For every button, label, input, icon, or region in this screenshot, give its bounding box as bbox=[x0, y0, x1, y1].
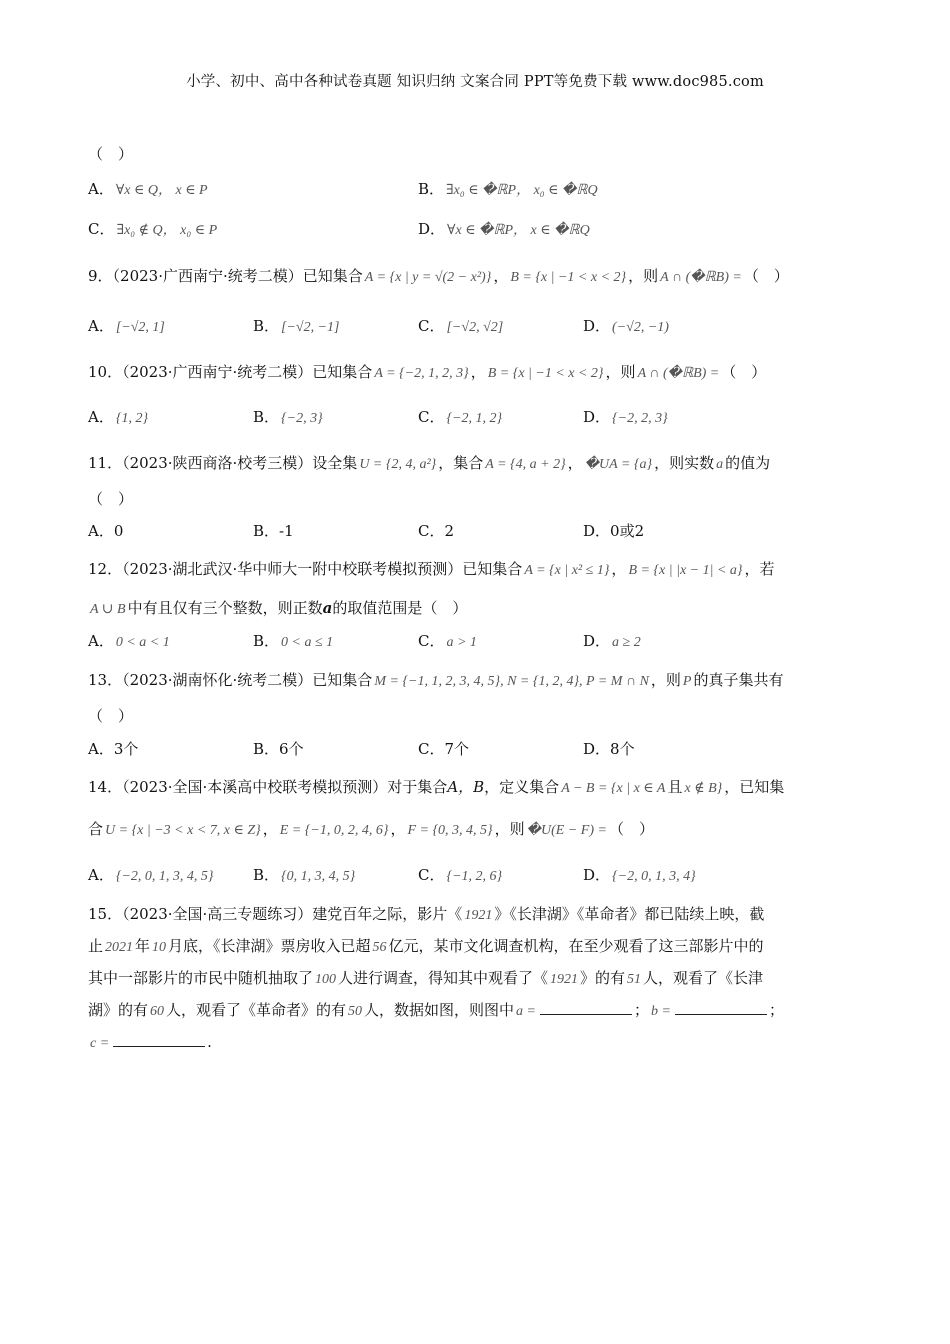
q11-option-b: B．-1 bbox=[253, 522, 294, 540]
q11-paren: （ ） bbox=[88, 490, 134, 508]
q9-option-a: A． [−√2, 1] bbox=[88, 317, 165, 335]
q10-option-d: D． {−2, 2, 3} bbox=[583, 408, 668, 426]
q13-paren: （ ） bbox=[88, 707, 134, 725]
q8-option-a: A． ∀x ∈ Q， x ∈ P bbox=[88, 180, 208, 198]
q10-option-a: A． {1, 2} bbox=[88, 408, 149, 426]
q9-option-b: B． [−√2, −1] bbox=[253, 317, 340, 335]
q13-stem: 13．（2023·湖南怀化·统考二模）已知集合 M = {−1, 1, 2, 3, 4, 5}, N = {1, 2, 4}, P = M ∩ N ，则 P 的真子集共有 bbox=[88, 671, 784, 689]
q12-stem-line2: A ∪ B 中有且仅有三个整数，则正数a的取值范围是（ ） bbox=[90, 599, 468, 617]
q14-option-a: A． {−2, 0, 1, 3, 4, 5} bbox=[88, 866, 214, 884]
q14-option-c: C． {−1, 2, 6} bbox=[418, 866, 503, 884]
q11-option-a: A．0 bbox=[88, 522, 124, 540]
q10-stem: 10．（2023·广西南宁·统考二模）已知集合 A = {−2, 1, 2, 3} ， B = {x | −1 < x < 2} ，则 A ∩ (�ℝB) = （ ） bbox=[88, 363, 767, 381]
q14-option-d: D． {−2, 0, 1, 3, 4} bbox=[583, 866, 696, 884]
q13-option-a: A．3个 bbox=[88, 740, 139, 758]
q13-option-c: C．7个 bbox=[418, 740, 470, 758]
q13-option-b: B．6个 bbox=[253, 740, 304, 758]
q15-line4: 湖》的有 60 人，观看了《革命者》的有 50 人，数据如图，则图中 a = ； b = ； bbox=[88, 998, 784, 1022]
q11-stem: 11．（2023·陕西商洛·校考三模）设全集 U = {2, 4, a²} ，集合 A = {4, a + 2} ， �UA = {a} ，则实数 a 的值为 bbox=[88, 454, 771, 472]
q11-option-c: C．2 bbox=[418, 522, 455, 540]
q14-stem-line1: 14．（2023·全国·本溪高中校联考模拟预测）对于集合A，B，定义集合 A − B = {x | x ∈ A 且 x ∉ B} ，已知集 bbox=[88, 778, 785, 796]
q11-option-d: D．0或2 bbox=[583, 522, 645, 540]
q15-line2: 止 2021 年 10 月底，《长津湖》票房收入已超 56 亿元，某市文化调查机构，在至少观看了这三部影片中的 bbox=[88, 937, 764, 955]
q15-line5: c = . bbox=[88, 1030, 212, 1054]
q15-line1: 15．（2023·全国·高三专题练习）建党百年之际，影片《 1921 》《长津湖》《革命者》都已陆续上映，截 bbox=[88, 905, 765, 923]
q9-stem: 9．（2023·广西南宁·统考二模）已知集合 A = {x | y = √(2 − x²)} ， B = {x | −1 < x < 2} ，则 A ∩ (�ℝB) = （ ） bbox=[88, 267, 789, 285]
q9-option-d: D． (−√2, −1) bbox=[583, 317, 669, 335]
page-header: 小学、初中、高中各种试卷真题 知识归纳 文案合同 PPT等免费下载 www.doc985.com bbox=[186, 74, 764, 90]
q8-option-c: C． ∃x₀ ∉ Q， x₀ ∈ P bbox=[88, 220, 218, 238]
q10-option-b: B． {−2, 3} bbox=[253, 408, 323, 426]
q13-option-d: D．8个 bbox=[583, 740, 635, 758]
q15-line3: 其中一部影片的市民中随机抽取了 100 人进行调查，得知其中观看了《 1921 》的有 51 人，观看了《长津 bbox=[88, 969, 764, 987]
q9-option-c: C． [−√2, √2] bbox=[418, 317, 504, 335]
answer-blank-c[interactable] bbox=[113, 1030, 205, 1047]
q14-stem-line2: 合 U = {x | −3 < x < 7, x ∈ Z} ， E = {−1, 0, 2, 4, 6} ， F = {0, 3, 4, 5} ，则 �U(E − F) = （ ） bbox=[88, 820, 654, 838]
q8-option-b: B． ∃x₀ ∈ �ℝP， x₀ ∈ �ℝQ bbox=[418, 180, 598, 198]
q10-option-c: C． {−2, 1, 2} bbox=[418, 408, 503, 426]
q12-stem-line1: 12．（2023·湖北武汉·华中师大一附中校联考模拟预测）已知集合 A = {x | x² ≤ 1} ， B = {x | |x − 1| < a} ，若 bbox=[88, 560, 775, 578]
q12-option-b: B． 0 < a ≤ 1 bbox=[253, 632, 334, 650]
q8-option-d: D． ∀x ∈ �ℝP， x ∈ �ℝQ bbox=[418, 220, 590, 238]
q8-paren: （ ） bbox=[88, 145, 134, 163]
q14-option-b: B． {0, 1, 3, 4, 5} bbox=[253, 866, 356, 884]
answer-blank-a[interactable] bbox=[540, 998, 632, 1015]
q12-option-d: D． a ≥ 2 bbox=[583, 632, 641, 650]
q12-option-a: A． 0 < a < 1 bbox=[88, 632, 170, 650]
answer-blank-b[interactable] bbox=[675, 998, 767, 1015]
q12-option-c: C． a > 1 bbox=[418, 632, 477, 650]
